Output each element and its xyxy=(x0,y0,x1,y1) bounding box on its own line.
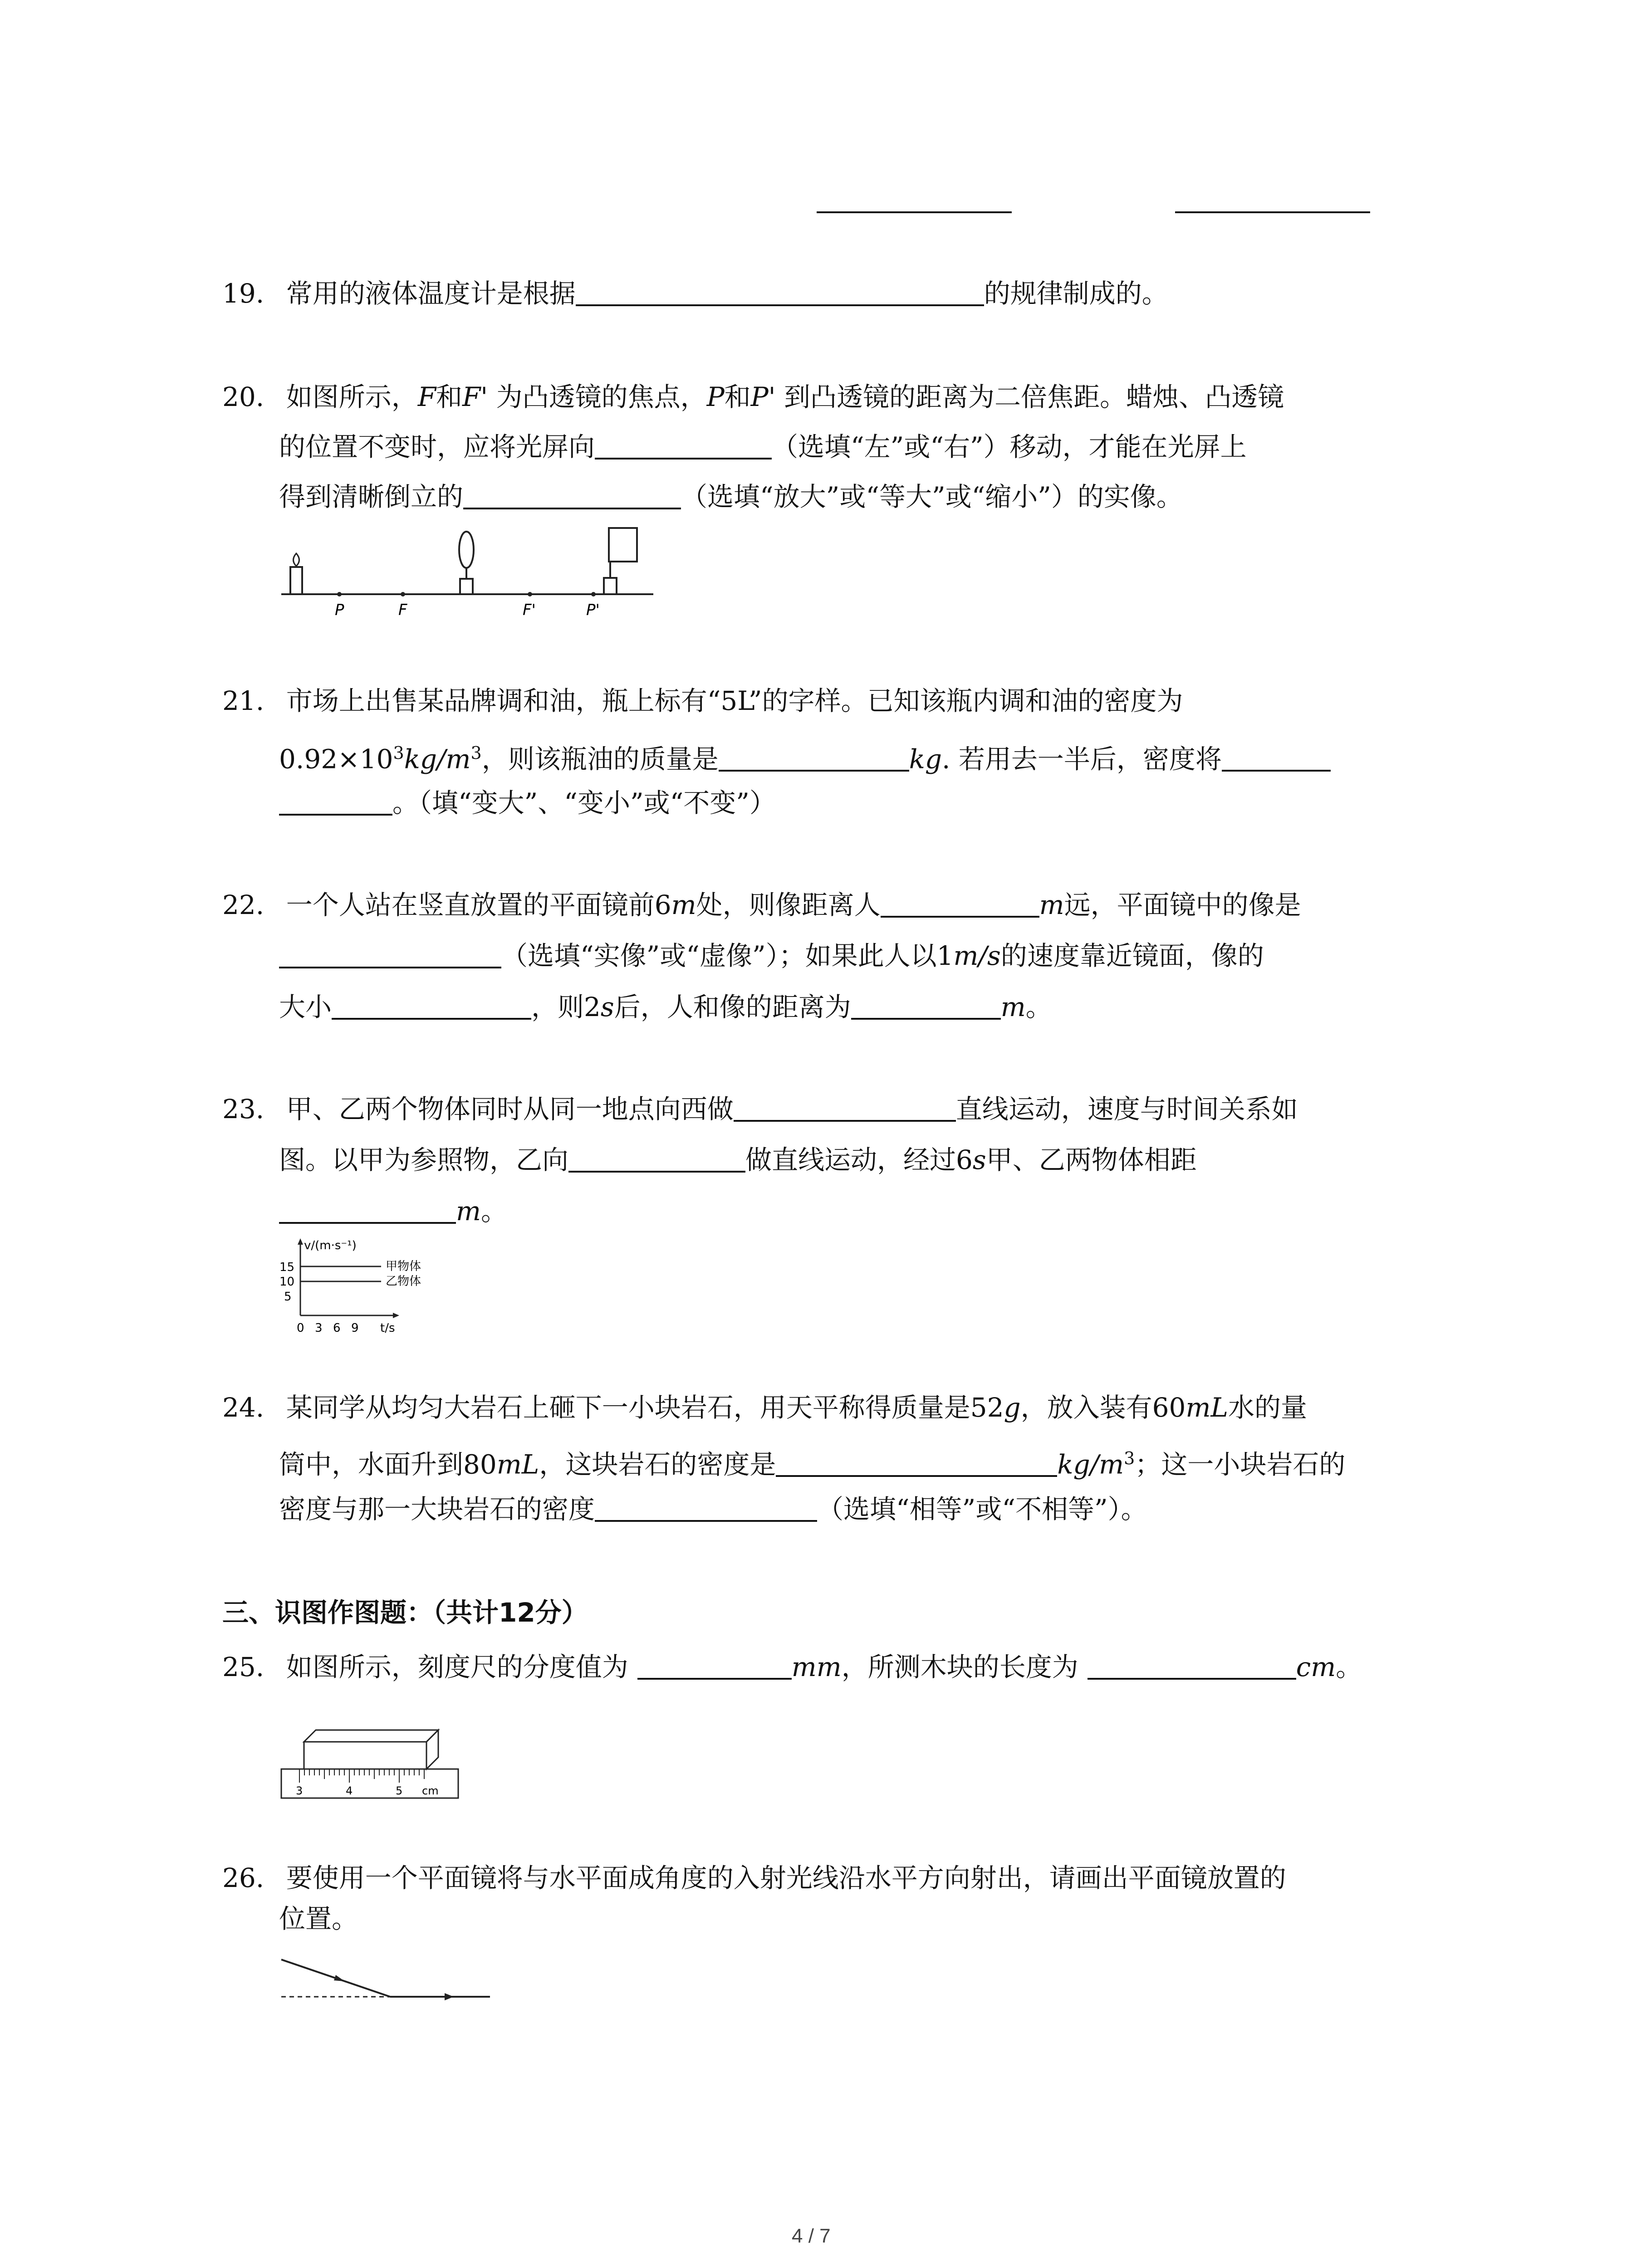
candle-flame xyxy=(294,553,299,566)
point-p xyxy=(337,592,342,596)
tick-x-6: 6 xyxy=(333,1321,341,1335)
x-axis-label: t/s xyxy=(380,1321,395,1335)
answer-blank[interactable] xyxy=(817,211,1012,213)
ruler-ticks xyxy=(299,1769,424,1783)
ruler-figure xyxy=(272,1710,472,1805)
question-22-line-2: （选填“实像”或“虚像”）；如果此人以1m/s的速度靠近镜面，像的 xyxy=(279,940,1264,972)
wooden-block xyxy=(304,1742,426,1769)
label-f-prime: F' xyxy=(523,601,536,619)
tick-x-3: 3 xyxy=(315,1321,323,1335)
label-yi: 乙物体 xyxy=(386,1275,421,1288)
question-21-line-3: 。（填“变大”、“变小”或“不变”） xyxy=(279,787,776,819)
question-21-line-2: $0.92\times 10^3kg/m^3$，则该瓶油的质量是 kg. 若用去一半后，密度将 xyxy=(279,737,1331,775)
answer-blank[interactable] xyxy=(279,1197,456,1224)
ruler-unit: cm xyxy=(422,1784,439,1797)
answer-blank[interactable] xyxy=(279,941,501,968)
light-screen xyxy=(609,528,637,562)
label-jia: 甲物体 xyxy=(386,1260,421,1273)
ruler-label-3: 3 xyxy=(296,1784,303,1797)
question-24-line-3: 密度与那一大块岩石的密度 （选填“相等”或“不相等”）。 xyxy=(279,1494,1147,1525)
ruler-label-5: 5 xyxy=(396,1784,403,1797)
answer-blank[interactable] xyxy=(332,992,531,1020)
label-f: F xyxy=(398,601,407,619)
question-number: 24. xyxy=(222,1392,265,1423)
answer-blank[interactable] xyxy=(637,1652,792,1680)
optical-bench-figure xyxy=(272,522,671,626)
question-23-line-1: 23. 甲、乙两个物体同时从同一地点向西做 直线运动，速度与时间关系如 xyxy=(222,1094,1298,1124)
tick-x-9: 9 xyxy=(351,1321,359,1335)
question-26-line-1: 26. 要使用一个平面镜将与水平面成角度的入射光线沿水平方向射出，请画出平面镜放置的 xyxy=(222,1862,1286,1893)
label-p-prime: P' xyxy=(586,601,600,619)
question-23-line-3: m。 xyxy=(279,1195,507,1227)
answer-blank[interactable] xyxy=(1222,744,1331,772)
answer-blank[interactable] xyxy=(1175,211,1370,213)
question-number: 22. xyxy=(222,890,265,920)
question-number: 23. xyxy=(222,1094,265,1124)
question-number: 21. xyxy=(222,685,265,716)
block-top xyxy=(304,1730,438,1742)
incident-arrow xyxy=(334,1975,345,1981)
label-p: P xyxy=(335,601,344,619)
y-axis-label: v/(m·s⁻¹) xyxy=(304,1239,357,1252)
question-25: 25. 如图所示，刻度尺的分度值为 mm，所测木块的长度为 cm。 xyxy=(222,1652,1362,1682)
answer-blank[interactable] xyxy=(595,1495,817,1522)
question-number: 25. xyxy=(222,1652,265,1682)
answer-blank[interactable] xyxy=(463,482,681,509)
lens-holder xyxy=(460,579,473,594)
tick-y-10: 10 xyxy=(279,1275,295,1289)
reflected-arrow xyxy=(445,1993,454,2000)
question-24-line-2: 筒中，水面升到80mL，这块岩石的密度是 $kg/m^3$；这一小块岩石的 xyxy=(279,1448,1346,1480)
tick-y-15: 15 xyxy=(279,1261,295,1274)
answer-blank[interactable] xyxy=(595,432,772,459)
answer-blank[interactable] xyxy=(776,1450,1057,1477)
point-f-prime xyxy=(528,592,532,596)
point-p-prime xyxy=(591,592,596,596)
block-side xyxy=(426,1730,438,1769)
question-19: 19. 常用的液体温度计是根据 的规律制成的。 xyxy=(222,278,1168,309)
question-21-line-1: 21. 市场上出售某品牌调和油，瓶上标有“5L”的字样。已知该瓶内调和油的密度为 xyxy=(222,685,1183,716)
question-20-line-1: 20. 如图所示，F和F' 为凸透镜的焦点，P和P' 到凸透镜的距离为二倍焦距。蜡烛、凸透镜 xyxy=(222,381,1284,412)
tick-y-5: 5 xyxy=(284,1290,292,1304)
question-number: 20. xyxy=(222,381,265,412)
screen-holder xyxy=(604,578,617,594)
question-20-line-3: 得到清晰倒立的 （选填“放大”或“等大”或“缩小”）的实像。 xyxy=(279,481,1183,512)
tick-x-0: 0 xyxy=(297,1321,304,1335)
question-number: 26. xyxy=(222,1862,265,1893)
answer-blank[interactable] xyxy=(851,992,1001,1020)
section-heading: 三、识图作图题：（共计12分） xyxy=(222,1597,588,1628)
question-26-line-2: 位置。 xyxy=(279,1903,358,1934)
velocity-time-graph xyxy=(272,1234,463,1338)
point-f xyxy=(401,592,405,596)
answer-blank[interactable] xyxy=(719,744,909,772)
question-20-line-2: 的位置不变时，应将光屏向 （选填“左”或“右”）移动，才能在光屏上 xyxy=(279,431,1247,462)
convex-lens xyxy=(459,532,474,568)
page-number: 4 / 7 xyxy=(792,2225,831,2247)
question-23-line-2: 图。以甲为参照物，乙向 做直线运动，经过6s甲、乙两物体相距 xyxy=(279,1144,1197,1175)
answer-blank[interactable] xyxy=(881,890,1039,918)
answer-blank[interactable] xyxy=(576,279,984,306)
answer-blank[interactable] xyxy=(734,1095,956,1122)
answer-blank[interactable] xyxy=(1087,1652,1296,1680)
light-ray-figure xyxy=(272,1946,499,2014)
question-22-line-1: 22. 一个人站在竖直放置的平面镜前6m处，则像距离人 m远，平面镜中的像是 xyxy=(222,890,1301,920)
answer-blank[interactable] xyxy=(568,1145,745,1173)
candle xyxy=(290,567,302,594)
question-22-line-3: 大小 ，则2s后，人和像的距离为 m。 xyxy=(279,992,1052,1022)
answer-blank[interactable] xyxy=(279,788,392,816)
ruler-label-4: 4 xyxy=(346,1784,353,1797)
question-number: 19. xyxy=(222,278,265,309)
question-24-line-1: 24. 某同学从均匀大岩石上砸下一小块岩石，用天平称得质量是52g，放入装有60mL水的量 xyxy=(222,1392,1307,1423)
